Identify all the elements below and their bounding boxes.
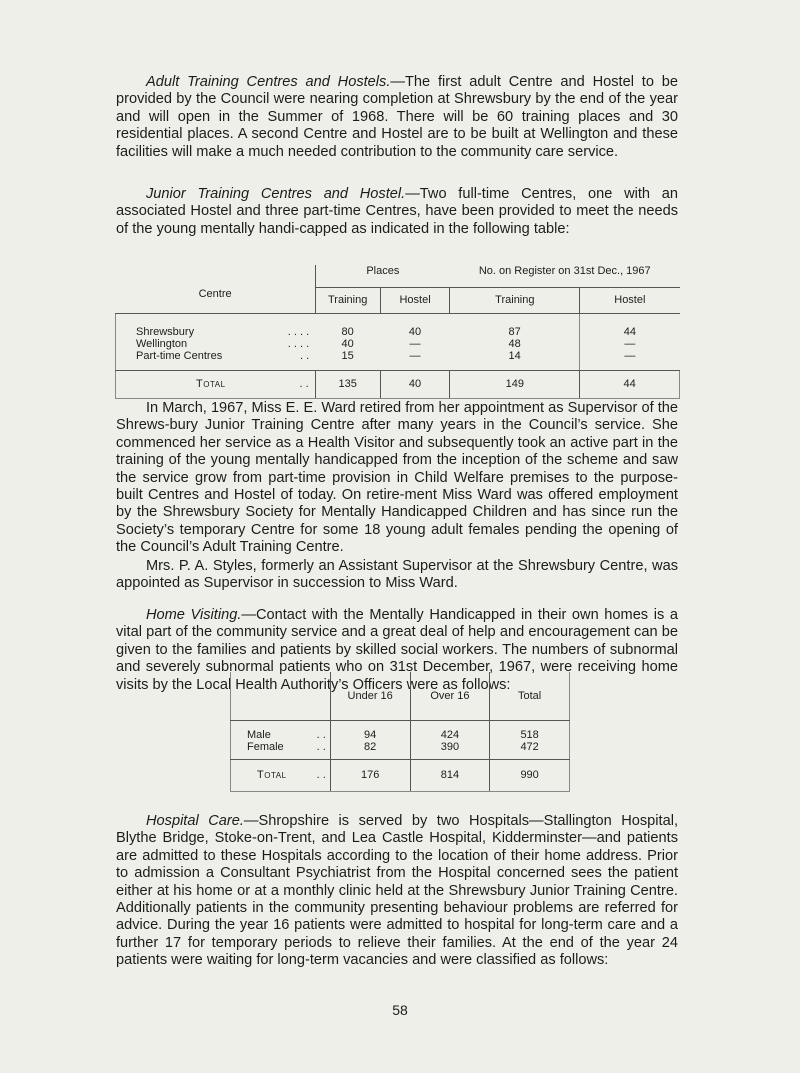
paragraph-junior-training [116,186,678,238]
subheader-register-hostel: Hostel [580,287,680,313]
paragraph-text: —Shropshire is served by two Hospitals—Stallington Hospital, Blythe Bridge, Stoke-on-Trent, and Lea Castle Hospital, Kidderminster—and patients are admitted to these Hospitals according to the location of their home address. Prior to admission a Consultant Psychiatrist from the Hospital concerned sees the patient either at his home or at a monthly clinic held at the Shrewsbury Junior Training Centre. Additionally patients in the community presenting behaviour problems are referred for advice. During the year 16 patients were admitted to hospital for long-term care and a further 17 for temporary periods to relieve their families. At the end of the year 24 patients were waiting for long-term vacancies and were classified as follows: [116,813,678,969]
paragraph-text: Mrs. P. A. Styles, formerly an Assistant Supervisor at the Shrewsbury Centre, was appointed as Supervisor in succession to Miss Ward. [116,558,678,592]
leader-dots: . . . . [287,337,310,350]
cell-under-16: 82 [330,741,410,760]
paragraph-miss-ward [116,400,678,557]
cell-places-hostel: 40 [408,325,422,338]
leader-dots: . . [299,378,309,390]
cell-register-training: 14 [450,350,580,371]
total-register-training: 149 [450,370,580,398]
cell-places-training: 15 [315,350,380,371]
total-total: 990 [490,759,570,791]
row-label: Shrewsbury [136,325,195,338]
leader-dots: . . [316,740,326,753]
leader-dots: . . [300,349,310,362]
centres-table [115,265,680,399]
subheader-places-hostel: Hostel [380,287,450,313]
row-label: Part-time Centres [136,349,223,362]
paragraph-heading: Junior Training Centres and Hostel. [146,186,406,202]
paragraph-text: —The first adult Centre and Hostel to be provided by the Council were nearing completion at Shrewsbury by the end of the year and will open in the Summer of 1968. There will be 60 training places and 30 residential places. A second Centre and Hostel are to be built at Wellington and these facilities will make a much needed contribution to the community care service. [116,74,678,160]
cell-places-training: 80 [341,325,354,338]
subheader-places-training: Training [315,287,380,313]
total-label: Total [257,769,287,781]
cell-register-hostel: 44 [580,313,680,338]
cell-places-training: 40 [341,337,354,350]
cell-register-hostel: — [580,338,680,350]
blank-header [231,672,331,720]
table-row [116,338,680,350]
cell-total: 518 [490,720,570,741]
total-label: Total [196,378,226,390]
places-header: Places [315,265,450,287]
cell-over-16: 390 [410,741,490,760]
total-places-hostel: 40 [380,370,450,398]
total-over-16: 814 [410,759,490,791]
cell-under-16: 94 [330,720,410,741]
leader-dots: . . [316,769,326,781]
row-label: Wellington [136,337,188,350]
register-header: No. on Register on 31st Dec., 1967 [450,265,680,287]
home-visits-table [230,672,570,792]
subheader-register-training: Training [450,287,580,313]
cell-register-hostel: — [580,350,680,371]
paragraph-hospital-care [116,813,678,970]
cell-places-hostel: — [409,337,421,350]
cell-register-training: 87 [508,325,521,338]
table-row [231,741,570,760]
total-row [231,759,570,791]
paragraph-text: —Two full-time Centres, one with an associated Hostel and three part-time Centres, have been provided to meet the needs of the young mentally handi-capped as indicated in the following table: [116,186,679,237]
paragraph-mrs-styles [116,558,678,593]
cell-over-16: 424 [410,720,490,741]
total-row [116,370,680,398]
cell-total: 472 [490,741,570,760]
centre-header: Centre [116,265,316,313]
row-label: Male [247,728,271,741]
header-over-16: Over 16 [410,672,490,720]
row-label: Female [247,740,284,753]
total-under-16: 176 [330,759,410,791]
paragraph-text: In March, 1967, Miss E. E. Ward retired from her appointment as Supervisor of the Shrews-bury Junior Training Centre after many years in the Council’s service. She commenced her service as a Health Visitor and subsequently took an active part in the training of the young mentally handicapped from the inception of the scheme and saw the service grow from part-time provision in Child Welfare premises to the purpose-built Centres and Hostel of today. On retire-ment Miss Ward was offered employment by the Shrewsbury Society for Mentally Handicapped Children and has since run the Society’s temporary Centre for some 18 young adult females pending the opening of the Council’s Adult Training Centre. [116,400,678,556]
paragraph-heading: Adult Training Centres and Hostels. [146,74,391,90]
table-row [116,350,680,371]
leader-dots: . . . . [287,325,310,338]
total-places-training: 135 [315,370,380,398]
cell-register-training: 48 [508,337,521,350]
total-register-hostel: 44 [580,370,680,398]
page-number: 58 [392,1002,408,1018]
header-total: Total [490,672,570,720]
cell-places-hostel: — [380,350,450,371]
paragraph-adult-training [116,74,678,161]
table-row [231,720,570,741]
paragraph-heading: Home Visiting. [146,607,242,623]
paragraph-text: —Contact with the Mentally Handicapped in their own homes is a vital part of the community service and a great deal of help and encouragement can be given to the families and patients by skilled social workers. The numbers of subnormal and severely subnormal patients who on 31st December, 1967, were receiving home visits by the Local Health Authority’s Officers were as follows: [116,607,678,693]
leader-dots: . . [316,728,326,741]
header-under-16: Under 16 [330,672,410,720]
table-row [116,313,680,338]
paragraph-heading: Hospital Care. [146,813,244,829]
